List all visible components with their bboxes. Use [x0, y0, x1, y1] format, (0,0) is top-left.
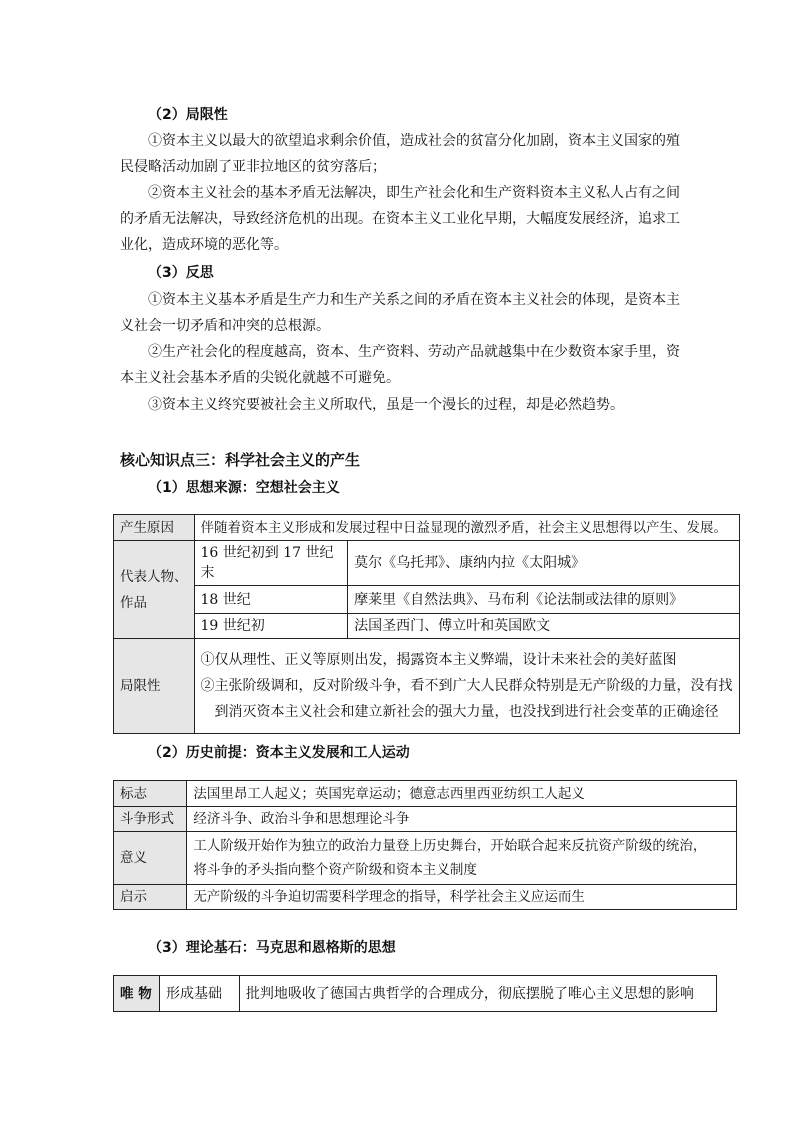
- limitations-p1-line1: ①资本主义以最大的欲望追求剩余价值，造成社会的贫富分化加剧，资本主义国家的殖: [148, 133, 680, 149]
- struggle-form-label: 斗争形式: [114, 807, 187, 832]
- workers-movement-table: [113, 780, 737, 910]
- representatives-label-line2: 作品: [120, 594, 147, 611]
- limit-line1: ①仅从理性、正义等原则出发，揭露资本主义弊端，设计未来社会的美好蓝图: [200, 652, 677, 668]
- inspiration-text: 无产阶级的斗争迫切需要科学理念的指导，科学社会主义应运而生: [187, 885, 737, 910]
- limitations-p2-line1: ②资本主义社会的基本矛盾无法解决，即生产社会化和生产资料资本主义私人占有之间: [148, 185, 680, 201]
- subsection-3-heading: （3）理论基石：马克思和恩格斯的思想: [148, 940, 396, 956]
- sign-text: 法国里昂工人起义；英国宪章运动；德意志西里西亚纺织工人起义: [187, 781, 737, 807]
- reflection-p2-line2: 本主义社会基本矛盾的尖锐化就越不可避免。: [120, 370, 400, 386]
- limitations-p2-line2: 的矛盾无法解决，导致经济危机的出现。在资本主义工业化早期，大幅度发展经济，追求工: [120, 211, 680, 227]
- significance-text: [187, 832, 737, 885]
- significance-label: 意义: [114, 832, 187, 885]
- significance-line1: 工人阶级开始作为独立的政治力量登上历史舞台，开始联合起来反抗资产阶级的统治，: [193, 838, 707, 854]
- limit-line3: 到消灭资本主义社会和建立新社会的强大力量，也没找到进行社会变革的正确途径: [214, 704, 719, 720]
- reflection-heading: （3）反思: [148, 265, 214, 281]
- limit-line2: ②主张阶级调和，反对阶级斗争，看不到广大人民群众特别是无产阶级的力量，没有找: [200, 678, 733, 694]
- inspiration-label: 启示: [114, 885, 187, 910]
- rep-works-3: 法国圣西门、傅立叶和英国欧文: [348, 614, 739, 639]
- limit-text: [194, 639, 739, 734]
- materialism-label: 唯 物: [114, 976, 160, 1012]
- cause-label: 产生原因: [114, 515, 195, 541]
- limitations-p2-line3: 业化，造成环境的恶化等。: [120, 237, 288, 253]
- sign-label: 标志: [114, 781, 187, 807]
- rep-works-2: 摩莱里《自然法典》、马布利《论法制或法律的原则》: [348, 586, 739, 614]
- cause-text: 伴随着资本主义形成和发展过程中日益显现的激烈矛盾，社会主义思想得以产生、发展。: [194, 515, 739, 541]
- limitations-p1-line2: 民侵略活动加剧了亚非拉地区的贫穷落后；: [120, 159, 386, 175]
- limit-label: 局限性: [114, 639, 195, 734]
- rep-period-3: 19 世纪初: [194, 614, 348, 639]
- theory-foundation-table: [113, 975, 717, 1012]
- reflection-p1-line2: 义社会一切矛盾和冲突的总根源。: [120, 318, 330, 334]
- struggle-form-text: 经济斗争、政治斗争和思想理论斗争: [187, 807, 737, 832]
- formation-basis-text: 批判地吸收了德国古典哲学的合理成分，彻底摆脱了唯心主义思想的影响: [239, 976, 716, 1012]
- rep-period-1: 16 世纪初到 17 世纪末: [194, 541, 348, 586]
- subsection-1-heading: （1）思想来源：空想社会主义: [148, 480, 340, 496]
- representatives-label-line1: 代表人物、: [120, 568, 188, 585]
- representatives-label: [114, 541, 195, 639]
- core-section-title: 核心知识点三：科学社会主义的产生: [120, 451, 361, 469]
- reflection-p1-line1: ①资本主义基本矛盾是生产力和生产关系之间的矛盾在资本主义社会的体现，是资本主: [148, 292, 680, 308]
- significance-line2: 将斗争的矛头指向整个资产阶级和资本主义制度: [193, 862, 477, 878]
- limitations-heading: （2）局限性: [148, 107, 228, 123]
- reflection-p3-line1: ③资本主义终究要被社会主义所取代，虽是一个漫长的过程，却是必然趋势。: [148, 397, 624, 413]
- rep-works-1: 莫尔《乌托邦》、康纳内拉《太阳城》: [348, 541, 739, 586]
- reflection-p2-line1: ②生产社会化的程度越高，资本、生产资料、劳动产品就越集中在少数资本家手里，资: [148, 344, 680, 360]
- formation-basis-label: 形成基础: [159, 976, 239, 1012]
- utopian-socialism-table: [113, 514, 740, 734]
- rep-period-2: 18 世纪: [194, 586, 348, 614]
- subsection-2-heading: （2）历史前提：资本主义发展和工人运动: [148, 745, 410, 761]
